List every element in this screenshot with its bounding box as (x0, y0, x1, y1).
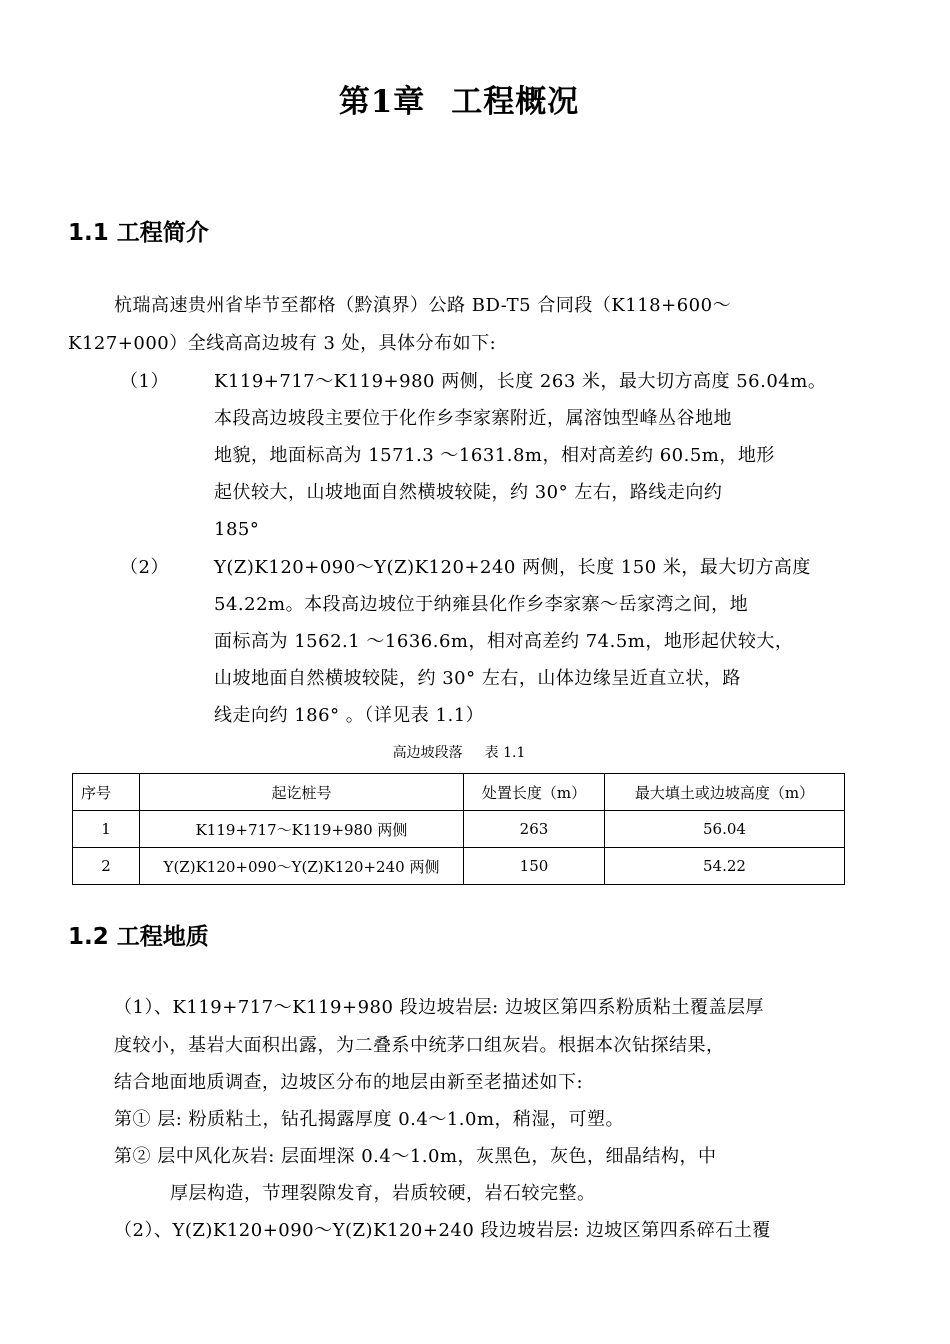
table-caption-text: 高边坡段落 (392, 745, 463, 761)
item-2-line-1: Y(Z)K120+090～Y(Z)K120+240 两侧，长度 150 米，最大切方高度 (214, 557, 811, 578)
chapter-suffix: 章 (393, 84, 426, 120)
geology-p2-line-1: （2）、Y(Z)K120+090～Y(Z)K120+240 段边坡岩层: 边坡区第四系碎石土覆 (114, 1220, 771, 1241)
item-1-line-1: K119+717～K119+980 两侧，长度 263 米，最大切方高度 56.04m。 (214, 371, 827, 392)
header-station: 起讫桩号 (140, 774, 464, 811)
geology-p1-line-1: （1）、K119+717～K119+980 段边坡岩层: 边坡区第四系粉质粘土覆盖层厚 (114, 997, 764, 1018)
slope-table (72, 773, 845, 885)
geology-layer-2-line-1: 第② 层中风化灰岩: 层面埋深 0.4～1.0m，灰黑色，灰色，细晶结构，中 (114, 1146, 717, 1167)
table-caption-number: 表 1.1 (484, 745, 526, 761)
table-cell: 263 (464, 811, 605, 848)
item-1-line-3: 地貌，地面标高为 1571.3 ～1631.8m，相对高差约 60.5m，地形 (214, 445, 775, 466)
item-2-line-4: 山坡地面自然横坡较陡，约 30° 左右，山体边缘呈近直立状，路 (214, 668, 741, 689)
geology-layer-2-line-2: 厚层构造，节理裂隙发育，岩质较硬，岩石较完整。 (170, 1183, 596, 1204)
table-cell: 2 (73, 848, 140, 885)
table-cell: K119+717～K119+980 两侧 (140, 811, 464, 848)
chapter-prefix: 第 (338, 84, 371, 120)
item-2-line-2: 54.22m。本段高边坡位于纳雍县化作乡李家寨～岳家湾之间，地 (214, 594, 749, 615)
table-row (73, 848, 845, 885)
chapter-number: 1 (370, 84, 394, 120)
geology-p1-line-2: 度较小，基岩大面积出露，为二叠系中统茅口组灰岩。根据本次钻探结果， (114, 1035, 725, 1056)
table-cell: 1 (73, 811, 140, 848)
intro-line-1: 杭瑞高速贵州省毕节至都格（黔滇界）公路 BD-T5 合同段（K118+600～ (114, 295, 732, 316)
chapter-name: 工程概况 (451, 84, 580, 120)
table-caption (0, 742, 918, 762)
table-row (73, 811, 845, 848)
item-1-line-5: 185° (214, 519, 260, 540)
item-1-line-2: 本段高边坡段主要位于化作乡李家寨附近，属溶蚀型峰丛谷地地 (214, 408, 732, 429)
geology-layer-1: 第① 层: 粉质粘土，钻孔揭露厚度 0.4～1.0m，稍湿，可塑。 (114, 1109, 625, 1130)
section-title-1-2: 1.2 工程地质 (68, 924, 209, 950)
geology-p1-line-3: 结合地面地质调查，边坡区分布的地层由新至老描述如下: (114, 1072, 584, 1093)
intro-line-2: K127+000）全线高高边坡有 3 处，具体分布如下: (68, 333, 497, 354)
table-cell: Y(Z)K120+090～Y(Z)K120+240 两侧 (140, 848, 464, 885)
table-cell: 54.22 (605, 848, 845, 885)
header-index: 序号 (73, 774, 140, 811)
table-cell: 56.04 (605, 811, 845, 848)
item-1-line-4: 起伏较大，山坡地面自然横坡较陡，约 30° 左右，路线走向约 (214, 482, 723, 503)
item-2-marker: （2） (120, 557, 169, 578)
item-1-marker: （1） (120, 371, 169, 392)
section-title-1-1: 1.1 工程简介 (68, 220, 209, 246)
item-2-line-5: 线走向约 186° 。（详见表 1.1） (214, 705, 485, 726)
table-header-row (73, 774, 845, 811)
header-length: 处置长度（m） (464, 774, 605, 811)
table-cell: 150 (464, 848, 605, 885)
item-2-line-3: 面标高为 1562.1 ～1636.6m，相对高差约 74.5m，地形起伏较大， (214, 631, 794, 652)
chapter-title (0, 76, 918, 121)
header-height: 最大填土或边坡高度（m） (605, 774, 845, 811)
